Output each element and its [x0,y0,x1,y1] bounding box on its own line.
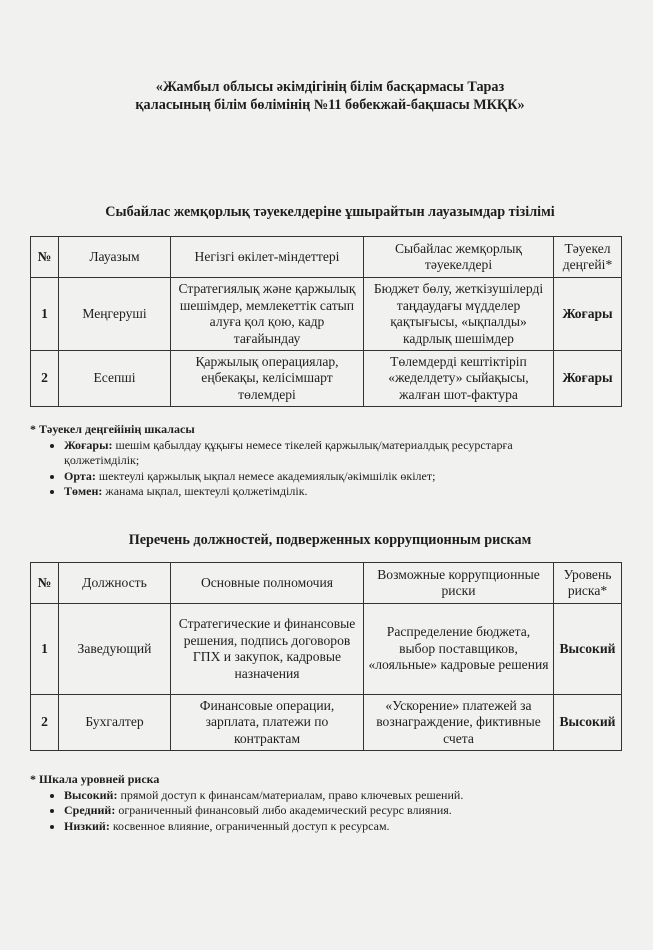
kz-row-1-num: 1 [31,278,59,351]
kz-legend-low [64,484,590,500]
ru-row-1-duties: Стратегические и финансовые решения, подпись договоров ГПХ и закупок, кадровые назначения [171,604,364,695]
kz-legend-high-text: шешім қабылдау құқығы немесе тікелей қаржылық/материалдық ресурстарға қолжетімділік; [64,437,513,467]
table-row [31,351,622,407]
ru-risk-legend [30,772,590,834]
ru-row-2-position: Бухгалтер [59,695,171,751]
kz-row-2-duties: Қаржылық операциялар, еңбекақы, келісімшарт төлемдері [171,351,364,407]
ru-legend-medium-text: ограниченный финансовый либо академический ресурс влияния. [115,803,452,817]
header-line-1: «Жамбыл облысы әкімдігінің білім басқармасы Тараз [155,79,505,95]
ru-row-1-level: Высокий [554,604,622,695]
ru-row-1-position: Заведующий [59,604,171,695]
ru-col-position: Должность [59,563,171,604]
kz-row-2-level: Жоғары [554,351,622,407]
kz-legend-low-term: Төмен: [64,484,103,498]
document-header [60,78,600,114]
ru-row-1-risks: Распределение бюджета, выбор поставщиков, «лояльные» кадровые решения [364,604,554,695]
kz-legend-low-text: жанама ықпал, шектеулі қолжетімділік. [102,484,308,498]
ru-legend-high-term: Высокий: [64,787,118,802]
ru-legend-low-text: косвенное влияние, ограниченный доступ к ресурсам. [109,818,390,833]
kz-legend-list [30,438,590,500]
kz-col-risks: Сыбайлас жемқорлық тәуекелдері [364,237,554,278]
kz-row-1-risks: Бюджет бөлу, жеткізушілерді таңдаудағы мүдделер қақтығысы, «ықпалды» кадрлық шешімдер [364,278,554,351]
kz-legend-high-term: Жоғары: [64,437,113,452]
kz-section-title: Сыбайлас жемқорлық тәуекелдеріне ұшырайтын лауазымдар тізілімі [105,204,555,220]
kz-legend-medium-term: Орта: [64,468,96,483]
ru-legend-title: * Шкала уровней риска [30,772,160,786]
kz-risk-legend [30,422,590,500]
kz-legend-medium [64,469,590,485]
ru-table-header-row [31,563,622,604]
kz-legend-medium-text: шектеулі қаржылық ықпал немесе академиялық/әкімшілік өкілет; [95,468,436,483]
kz-row-2-num: 2 [31,351,59,407]
ru-legend-low [64,819,590,835]
ru-row-2-duties: Финансовые операции, зарплата, платежи по контрактам [171,695,364,751]
ru-col-risks: Возможные коррупционные риски [364,563,554,604]
kz-row-2-risks: Төлемдерді кештіктіріп «жеделдету» сыйақысы, жалған шот-фактура [364,351,554,407]
table-row [31,278,622,351]
ru-legend-low-term: Низкий: [64,818,110,833]
table-row [31,604,622,695]
kz-col-position: Лауазым [59,237,171,278]
ru-row-2-risks: «Ускорение» платежей за вознаграждение, фиктивные счета [364,695,554,751]
table-row [31,695,622,751]
ru-legend-list [30,788,590,835]
kz-row-2-position: Есепші [59,351,171,407]
ru-legend-medium [64,803,590,819]
ru-col-num: № [31,563,59,604]
kz-col-duties: Негізгі өкілет-міндеттері [171,237,364,278]
kz-table-header-row [31,237,622,278]
kz-row-1-level: Жоғары [554,278,622,351]
ru-legend-high [64,788,590,804]
ru-risk-table [30,562,622,751]
kz-legend-title: * Тәуекел деңгейінің шкаласы [30,422,195,436]
kz-legend-high [64,438,590,469]
ru-row-1-num: 1 [31,604,59,695]
kz-row-1-duties: Стратегиялық және қаржылық шешімдер, мемлекеттік сатып алуға қол қою, кадр тағайындау [171,278,364,351]
ru-col-duties: Основные полномочия [171,563,364,604]
ru-section-title: Перечень должностей, подверженных коррупционным рискам [128,532,532,548]
kz-row-1-position: Меңгеруші [59,278,171,351]
kz-risk-table [30,236,622,407]
ru-row-2-num: 2 [31,695,59,751]
ru-legend-medium-term: Средний: [64,803,116,817]
header-line-2: қаласының білім бөлімінің №11 бөбекжай-бақшасы МКҚК» [135,97,525,113]
ru-row-2-level: Высокий [554,695,622,751]
ru-legend-high-text: прямой доступ к финансам/материалам, право ключевых решений. [117,787,464,802]
ru-col-level: Уровень риска* [554,563,622,604]
kz-col-num: № [31,237,59,278]
kz-col-level: Тәуекел деңгейі* [554,237,622,278]
